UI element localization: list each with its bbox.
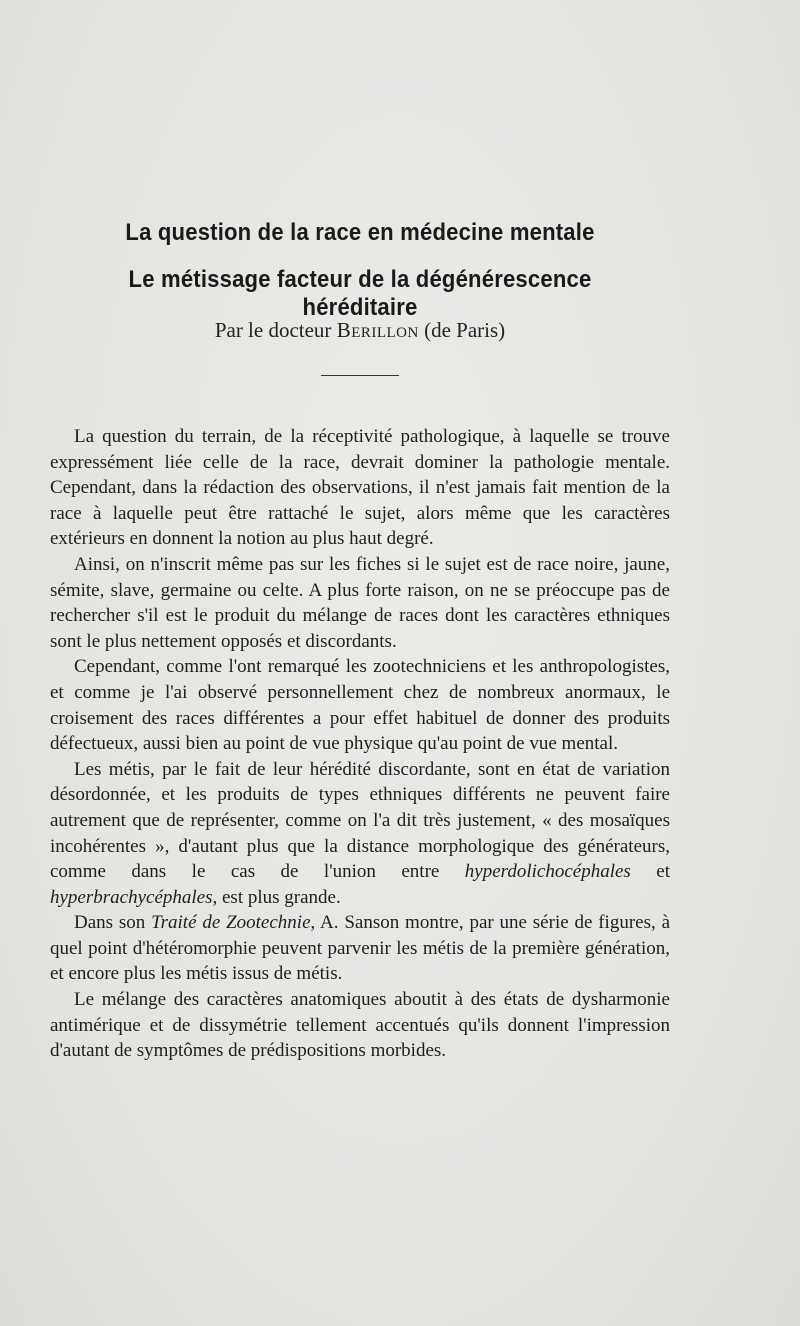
title-line-1: La question de la race en médecine mentale (125, 219, 595, 246)
paragraph-5 (50, 910, 670, 987)
paragraph-2 (50, 552, 670, 654)
paragraph-text: , est plus grande. (212, 886, 341, 908)
paragraph-text: Dans son (74, 912, 152, 934)
paragraph-text: Cependant, comme l'ont remarqué les zootechniciens et les anthropologistes, et comme je l'ai observé personnellement chez de nombreux anormaux, le croisement des races différentes a pour effet habituel de donner des produits défectueux, aussi bien au point de vue physique qu'au point de vue mental. (50, 656, 670, 755)
author-name: Berillon (336, 318, 419, 342)
paragraph-text: , A. Sanson montre, par une série de figures, à quel point d'hétéromorphie peuvent parvenir les métis de la première génération, et encore plus les métis issus de métis. (50, 912, 670, 985)
title-line-2: Le métissage facteur de la dégénérescence héréditaire (128, 266, 592, 321)
separator-rule (321, 375, 399, 376)
paragraph-text: Le mélange des caractères anatomiques aboutit à des états de dysharmonie antimérique et de dissymétrie tellement accentués qu'ils donnent l'impression d'autant de symptômes de prédispositions morbides. (50, 989, 670, 1062)
italic-term: hyperbrachycéphales (50, 886, 213, 908)
paragraph-6 (50, 987, 670, 1064)
paragraph-3 (50, 654, 670, 756)
book-title: Traité de Zootechnie (151, 912, 311, 934)
paragraph-text: Ainsi, on n'inscrit même pas sur les fiches si le sujet est de race noire, jaune, sémite, slave, germaine ou celte. A plus forte raison, on ne se préoccupe pas de rechercher s'il est le produit du mélange de races dont les caractères ethniques sont le plus nettement opposés et discordants. (50, 553, 670, 652)
paragraph-1 (50, 424, 670, 552)
byline-suffix: (de Paris) (418, 318, 506, 342)
byline (50, 318, 670, 343)
italic-term: hyperdolichocéphales (464, 861, 631, 883)
byline-prefix: Par le docteur (214, 318, 337, 342)
article-body (50, 424, 670, 1064)
paragraph-text: et (630, 861, 670, 883)
paragraph-text: Les métis, par le fait de leur hérédité discordante, sont en état de variation désordonnée, et les produits de types ethniques différents ne peuvent faire autrement que de représenter, comme on l'a dit très justement, « des mosaïques incohérentes », d'autant plus que la distance morphologique des générateurs, comme dans le cas de l'union entre (50, 758, 670, 883)
paragraph-text: La question du terrain, de la réceptivité pathologique, à laquelle se trouve expressément liée celle de la race, devrait dominer la pathologie mentale. Cependant, dans la rédaction des observations, il n'est jamais fait mention de la race à laquelle peut être rattaché le sujet, alors même que les caractères extérieurs en donnent la notion au plus haut degré. (50, 426, 670, 550)
paragraph-4 (50, 757, 670, 911)
